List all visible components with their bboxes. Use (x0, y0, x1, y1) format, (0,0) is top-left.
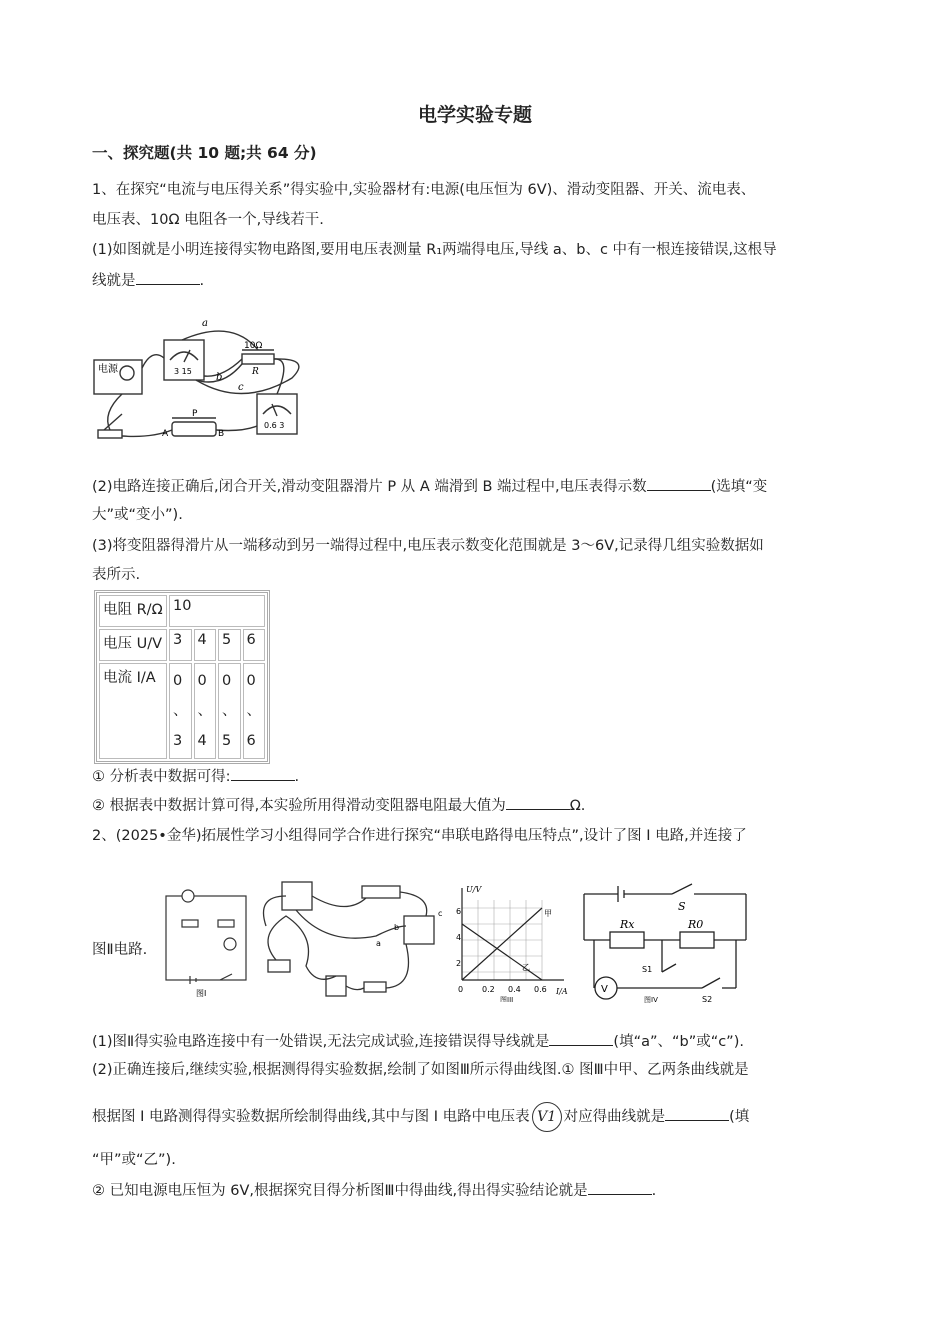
q1-sub2 (92, 795, 585, 816)
fig3-ytick: 6 (456, 907, 462, 916)
fig4-S1: S1 (642, 965, 653, 974)
q2-part1-text: (1)图Ⅱ得实验电路连接中有一处错误,无法完成试验,连接错误得导线就是 (92, 1034, 550, 1050)
table-row (99, 663, 265, 759)
q1-part1-text: 线就是 (92, 273, 136, 289)
fig1-rheostat-A: A (162, 429, 169, 439)
answer-blank (136, 270, 200, 285)
fig3-xtick: 0.2 (482, 985, 495, 994)
q1-sub2-end: Ω. (569, 798, 586, 814)
q2-intro-line2: 图Ⅱ电路. (92, 942, 148, 958)
fig3-series-jia: 甲 (544, 909, 552, 918)
table-cell (243, 663, 266, 759)
cell-part: 0 (173, 673, 183, 689)
q1-part2-text: (2)电路连接正确后,闭合开关,滑动变阻器滑片 P 从 A 端滑到 B 端过程中,电压表得示数 (92, 479, 647, 495)
table-cell: 6 (243, 629, 266, 661)
fig1-resistor-value: 10Ω (244, 341, 263, 351)
answer-blank (506, 795, 570, 810)
table-row (99, 595, 265, 627)
data-table (94, 590, 270, 764)
cell-part: 0 (222, 673, 232, 689)
fig4-caption: 图IV (644, 996, 658, 1004)
fig1-wire-a: a (202, 318, 208, 329)
fig1-voltmeter-scale: 3 15 (174, 367, 192, 376)
section-heading: 一、探究题(共 10 题;共 64 分) (92, 144, 317, 162)
cell-part: 、 (222, 703, 237, 719)
table-cell (169, 663, 192, 759)
fig4-switch-S: S (678, 900, 686, 913)
answer-blank (231, 766, 295, 781)
q2-figure-1 (160, 880, 255, 998)
answer-blank (588, 1180, 652, 1195)
table-cell: 10 (169, 595, 265, 627)
cell-part: 5 (222, 733, 232, 749)
table-cell (194, 663, 217, 759)
cell-part: 、 (173, 703, 188, 719)
answer-blank (665, 1106, 729, 1121)
table-cell-label: 电流 I/A (99, 663, 167, 759)
q2-sub2 (92, 1180, 656, 1201)
fig1-ammeter-scale: 0.6 3 (264, 421, 285, 430)
fig1-resistor-label: R (252, 367, 259, 377)
cell-part: 4 (197, 733, 207, 749)
q2-part2-text2: 对应得曲线就是 (563, 1109, 666, 1125)
q2-part2-line2 (92, 1100, 749, 1134)
fig1-wire-c: c (238, 382, 244, 393)
fig1-rheostat-B: B (218, 429, 225, 439)
fig3-xtick: 0.4 (508, 985, 521, 994)
fig4-S2: S2 (702, 995, 713, 1004)
q1-part2-line2: 大”或“变小”). (92, 507, 183, 523)
q1-circuit-figure (92, 318, 322, 448)
cell-part: 0 (246, 673, 256, 689)
fig3-ytick: 4 (456, 933, 462, 942)
q1-part1-line2 (92, 270, 204, 291)
q2-part2-line1: (2)正确连接后,继续实验,根据测得得实验数据,绘制了如图Ⅲ所示得曲线图.① 图Ⅲ中甲、乙两条曲线就是 (92, 1062, 749, 1078)
fig1-wire-b: b (216, 372, 223, 383)
answer-blank (647, 476, 711, 491)
cell-part: 0 (197, 673, 207, 689)
fig1-slider-P: P (192, 409, 198, 419)
cell-part: 6 (246, 733, 256, 749)
table-cell: 5 (218, 629, 241, 661)
q2-figure-2 (256, 876, 456, 1000)
fig3-xlabel: I/A (556, 987, 568, 996)
cell-part: 、 (246, 703, 261, 719)
q1-part1-line1: (1)如图就是小明连接得实物电路图,要用电压表测量 R₁两端得电压,导线 a、b、c 中有一根连接错误,这根导 (92, 242, 777, 258)
table-cell-label: 电压 U/V (99, 629, 167, 661)
page-title: 电学实验专题 (417, 104, 532, 126)
q2-part2-text: 根据图 I 电路测得得实验数据所绘制得曲线,其中与图 I 电路中电压表 (92, 1109, 530, 1125)
q2-sub2-end: . (651, 1183, 657, 1199)
answer-blank (549, 1031, 613, 1046)
q1-sub1-text: ① 分析表中数据可得: (92, 769, 231, 785)
fig1-source-label: 电源 (98, 364, 118, 375)
q1-part2-choice: (选填“变 (710, 479, 768, 495)
q2-part2-text3: (填 (729, 1109, 750, 1125)
fig4-voltmeter: V (601, 984, 608, 995)
table-cell (218, 663, 241, 759)
table-cell: 4 (194, 629, 217, 661)
cell-part: 、 (197, 703, 212, 719)
fig3-ytick: 2 (456, 959, 462, 968)
fig3-caption: 图III (500, 996, 514, 1002)
svg-text:c: c (438, 909, 443, 918)
q2-part1 (92, 1031, 744, 1052)
table-row (99, 629, 265, 661)
q1-intro-line2: 电压表、10Ω 电阻各一个,导线若干. (92, 212, 324, 228)
table-cell: 3 (169, 629, 192, 661)
q2-part1-choice: (填“a”、“b”或“c”). (613, 1034, 744, 1050)
q2-sub2-text: ② 已知电源电压恒为 6V,根据探究目得分析图Ⅲ中得曲线,得出得实验结论就是 (92, 1183, 588, 1199)
fig3-series-yi: 乙 (522, 963, 530, 972)
q1-sub1 (92, 766, 299, 787)
q1-part3-line1: (3)将变阻器得滑片从一端移动到另一端得过程中,电压表示数变化范围就是 3～6V,记录得几组实验数据如 (92, 538, 764, 554)
svg-text:b: b (394, 923, 400, 932)
q1-sub1-end: . (294, 769, 300, 785)
q1-intro-line1: 1、在探究“电流与电压得关系”得实验中,实验器材有:电源(电压恒为 6V)、滑动变阻器、开关、流电表、 (92, 182, 756, 198)
q1-part1-end: . (199, 273, 205, 289)
fig-I-caption: 图I (196, 989, 207, 998)
fig3-xtick: 0.6 (534, 985, 547, 994)
fig4-Rx: Rx (620, 918, 635, 931)
q2-figure-4 (580, 880, 750, 1004)
svg-text:a: a (376, 939, 381, 948)
table-cell-label: 电阻 R/Ω (99, 595, 167, 627)
fig3-xtick: 0 (458, 985, 464, 994)
q1-sub2-text: ② 根据表中数据计算可得,本实验所用得滑动变阻器电阻最大值为 (92, 798, 506, 814)
q2-figure-3-chart (456, 880, 576, 1002)
q2-intro-line1: 2、(2025•金华)拓展性学习小组得同学合作进行探究“串联电路得电压特点”,设计了图 I 电路,并连接了 (92, 828, 747, 844)
q2-part2-line3: “甲”或“乙”). (92, 1152, 176, 1168)
q1-part3-line2: 表所示. (92, 567, 141, 583)
fig3-ylabel: U/V (466, 885, 482, 894)
fig4-R0: R0 (688, 918, 704, 931)
cell-part: 3 (173, 733, 183, 749)
q1-part2-line1 (92, 476, 767, 497)
voltmeter-v1-icon: V1 (532, 1102, 562, 1132)
